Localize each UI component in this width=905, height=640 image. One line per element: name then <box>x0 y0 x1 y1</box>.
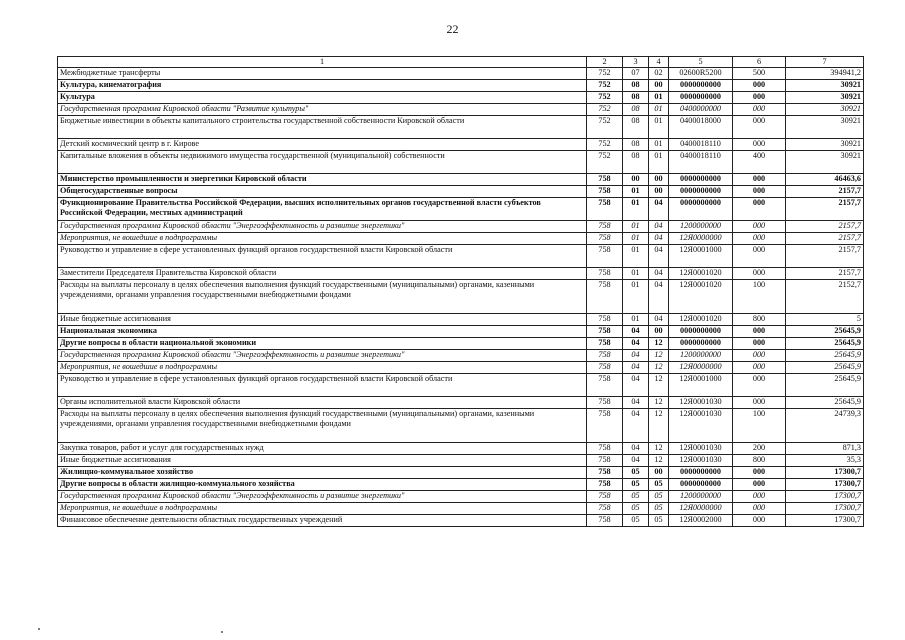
row-name-cell: Другие вопросы в области жилищно-коммунального хозяйства <box>58 479 587 491</box>
row-name-cell: Государственная программа Кировской области "Энергоэффективность и развитие энергетики" <box>58 221 587 233</box>
row-code-cell: 1200000000 <box>669 350 733 362</box>
row-code-cell: 30921 <box>786 139 864 151</box>
table-row <box>58 515 864 527</box>
row-name-cell: Государственная программа Кировской области "Развитие культуры" <box>58 104 587 116</box>
row-code-cell: 00 <box>649 174 669 186</box>
row-code-cell: 17300,7 <box>786 467 864 479</box>
row-code-cell: 04 <box>649 280 669 314</box>
row-code-cell: 2157,7 <box>786 245 864 268</box>
table-row <box>58 409 864 443</box>
row-name-cell: Мероприятия, не вошедшие в подпрограммы <box>58 362 587 374</box>
row-name-cell: Расходы на выплаты персоналу в целях обеспечения выполнения функций государственными (муниципальными) органами, казенными учреждениями, органами управления государственными внебюджетными фондами <box>58 409 587 443</box>
row-code-cell: 08 <box>623 104 649 116</box>
row-code-cell: 12Я0001020 <box>669 268 733 280</box>
table-row <box>58 455 864 467</box>
row-code-cell: 000 <box>733 268 786 280</box>
row-code-cell: 758 <box>587 479 623 491</box>
row-code-cell: 0000000000 <box>669 479 733 491</box>
row-code-cell: 000 <box>733 503 786 515</box>
row-code-cell: 01 <box>623 186 649 198</box>
row-code-cell: 25645,9 <box>786 362 864 374</box>
column-header: 2 <box>587 57 623 68</box>
row-name-cell: Капитальные вложения в объекты недвижимого имущества государственной (муниципальной) собственности <box>58 151 587 174</box>
row-code-cell: 000 <box>733 467 786 479</box>
row-code-cell: 01 <box>649 92 669 104</box>
row-name-cell: Функционирование Правительства Российской Федерации, высших исполнительных органов государственной власти субъектов Российской Федерации, местных администраций <box>58 198 587 221</box>
row-code-cell: 000 <box>733 245 786 268</box>
row-code-cell: 000 <box>733 374 786 397</box>
table-row <box>58 374 864 397</box>
row-code-cell: 01 <box>623 314 649 326</box>
table-row <box>58 186 864 198</box>
budget-table <box>57 56 864 527</box>
row-code-cell: 752 <box>587 68 623 80</box>
table-row <box>58 467 864 479</box>
row-code-cell: 04 <box>623 374 649 397</box>
row-code-cell: 01 <box>623 245 649 268</box>
row-code-cell: 08 <box>623 80 649 92</box>
row-code-cell: 0400000000 <box>669 104 733 116</box>
row-code-cell: 12Я0001030 <box>669 443 733 455</box>
row-code-cell: 46463,6 <box>786 174 864 186</box>
row-code-cell: 000 <box>733 326 786 338</box>
row-code-cell: 758 <box>587 455 623 467</box>
row-code-cell: 01 <box>649 116 669 139</box>
row-code-cell: 01 <box>623 233 649 245</box>
row-code-cell: 25645,9 <box>786 374 864 397</box>
row-code-cell: 758 <box>587 198 623 221</box>
row-name-cell: Мероприятия, не вошедшие в подпрограммы <box>58 233 587 245</box>
row-code-cell: 0000000000 <box>669 198 733 221</box>
row-code-cell: 05 <box>623 467 649 479</box>
row-code-cell: 12Я0000000 <box>669 503 733 515</box>
table-row <box>58 479 864 491</box>
row-code-cell: 758 <box>587 245 623 268</box>
table-row <box>58 397 864 409</box>
row-code-cell: 752 <box>587 139 623 151</box>
row-name-cell: Заместители Председателя Правительства Кировской области <box>58 268 587 280</box>
table-row <box>58 268 864 280</box>
row-code-cell: 000 <box>733 221 786 233</box>
row-name-cell: Иные бюджетные ассигнования <box>58 314 587 326</box>
row-name-cell: Государственная программа Кировской области "Энергоэффективность и развитие энергетики" <box>58 491 587 503</box>
row-code-cell: 25645,9 <box>786 326 864 338</box>
row-code-cell: 0000000000 <box>669 186 733 198</box>
column-header: 4 <box>649 57 669 68</box>
table-row <box>58 350 864 362</box>
row-code-cell: 000 <box>733 116 786 139</box>
row-code-cell: 0000000000 <box>669 80 733 92</box>
table-row <box>58 92 864 104</box>
row-code-cell: 01 <box>649 104 669 116</box>
row-code-cell: 758 <box>587 467 623 479</box>
row-code-cell: 000 <box>733 198 786 221</box>
row-code-cell: 758 <box>587 280 623 314</box>
column-header: 5 <box>669 57 733 68</box>
row-code-cell: 12Я0001030 <box>669 409 733 443</box>
row-code-cell: 758 <box>587 338 623 350</box>
row-code-cell: 04 <box>649 245 669 268</box>
column-header: 6 <box>733 57 786 68</box>
scan-speck <box>38 628 40 630</box>
row-code-cell: 00 <box>649 80 669 92</box>
row-code-cell: 24739,3 <box>786 409 864 443</box>
row-code-cell: 800 <box>733 455 786 467</box>
row-code-cell: 758 <box>587 350 623 362</box>
row-name-cell: Иные бюджетные ассигнования <box>58 455 587 467</box>
row-code-cell: 07 <box>623 68 649 80</box>
row-name-cell: Другие вопросы в области национальной экономики <box>58 338 587 350</box>
table-row <box>58 104 864 116</box>
row-code-cell: 752 <box>587 80 623 92</box>
row-code-cell: 758 <box>587 326 623 338</box>
table-row <box>58 362 864 374</box>
row-code-cell: 35,3 <box>786 455 864 467</box>
row-code-cell: 25645,9 <box>786 338 864 350</box>
row-code-cell: 12Я0001030 <box>669 397 733 409</box>
row-code-cell: 000 <box>733 397 786 409</box>
row-code-cell: 1200000000 <box>669 221 733 233</box>
page-number: 22 <box>446 22 459 36</box>
row-code-cell: 01 <box>649 151 669 174</box>
row-code-cell: 0000000000 <box>669 92 733 104</box>
table-row <box>58 174 864 186</box>
row-code-cell: 758 <box>587 503 623 515</box>
row-code-cell: 04 <box>649 314 669 326</box>
row-code-cell: 05 <box>623 491 649 503</box>
row-code-cell: 000 <box>733 515 786 527</box>
table-row <box>58 338 864 350</box>
row-code-cell: 04 <box>623 455 649 467</box>
table-row <box>58 198 864 221</box>
row-code-cell: 00 <box>623 174 649 186</box>
table-row <box>58 443 864 455</box>
row-name-cell: Бюджетные инвестиции в объекты капитального строительства государственной собственности Кировской области <box>58 116 587 139</box>
table-row <box>58 245 864 268</box>
row-code-cell: 04 <box>623 397 649 409</box>
row-code-cell: 05 <box>649 479 669 491</box>
row-code-cell: 1200000000 <box>669 491 733 503</box>
row-code-cell: 394941,2 <box>786 68 864 80</box>
table-row <box>58 326 864 338</box>
row-name-cell: Министерство промышленности и энергетики Кировской области <box>58 174 587 186</box>
row-code-cell: 12 <box>649 362 669 374</box>
row-code-cell: 12Я0001030 <box>669 455 733 467</box>
row-code-cell: 02600R5200 <box>669 68 733 80</box>
row-code-cell: 758 <box>587 362 623 374</box>
column-header: 7 <box>786 57 864 68</box>
row-code-cell: 000 <box>733 362 786 374</box>
row-code-cell: 758 <box>587 397 623 409</box>
row-code-cell: 200 <box>733 443 786 455</box>
table-row <box>58 314 864 326</box>
row-code-cell: 30921 <box>786 80 864 92</box>
row-code-cell: 758 <box>587 443 623 455</box>
row-code-cell: 871,3 <box>786 443 864 455</box>
row-code-cell: 000 <box>733 479 786 491</box>
row-code-cell: 758 <box>587 221 623 233</box>
row-code-cell: 2157,7 <box>786 186 864 198</box>
row-code-cell: 752 <box>587 104 623 116</box>
row-code-cell: 000 <box>733 350 786 362</box>
table-row <box>58 68 864 80</box>
row-code-cell: 400 <box>733 151 786 174</box>
row-code-cell: 12 <box>649 338 669 350</box>
row-code-cell: 30921 <box>786 116 864 139</box>
row-code-cell: 758 <box>587 409 623 443</box>
row-code-cell: 08 <box>623 139 649 151</box>
row-code-cell: 01 <box>623 221 649 233</box>
row-code-cell: 12Я0002000 <box>669 515 733 527</box>
column-header: 3 <box>623 57 649 68</box>
row-name-cell: Общегосударственные вопросы <box>58 186 587 198</box>
row-code-cell: 0000000000 <box>669 326 733 338</box>
row-code-cell: 2157,7 <box>786 198 864 221</box>
row-code-cell: 752 <box>587 116 623 139</box>
table-row <box>58 503 864 515</box>
row-code-cell: 800 <box>733 314 786 326</box>
row-code-cell: 12Я0001020 <box>669 314 733 326</box>
row-code-cell: 04 <box>623 409 649 443</box>
row-name-cell: Финансовое обеспечение деятельности областных государственных учреждений <box>58 515 587 527</box>
row-code-cell: 0000000000 <box>669 174 733 186</box>
row-code-cell: 000 <box>733 233 786 245</box>
row-code-cell: 12 <box>649 374 669 397</box>
row-code-cell: 000 <box>733 186 786 198</box>
row-code-cell: 12Я0000000 <box>669 233 733 245</box>
table-row <box>58 151 864 174</box>
row-code-cell: 30921 <box>786 104 864 116</box>
row-code-cell: 000 <box>733 491 786 503</box>
table-header-row <box>58 57 864 68</box>
row-code-cell: 04 <box>649 198 669 221</box>
row-code-cell: 12 <box>649 350 669 362</box>
row-code-cell: 758 <box>587 491 623 503</box>
row-code-cell: 000 <box>733 174 786 186</box>
row-code-cell: 0000000000 <box>669 467 733 479</box>
row-code-cell: 25645,9 <box>786 397 864 409</box>
row-code-cell: 0400018110 <box>669 151 733 174</box>
row-code-cell: 08 <box>623 116 649 139</box>
row-name-cell: Культура, кинематография <box>58 80 587 92</box>
row-code-cell: 0400018000 <box>669 116 733 139</box>
row-name-cell: Руководство и управление в сфере установленных функций органов государственной власти Кировской области <box>58 245 587 268</box>
row-name-cell: Национальная экономика <box>58 326 587 338</box>
row-code-cell: 100 <box>733 280 786 314</box>
row-code-cell: 0400018110 <box>669 139 733 151</box>
row-code-cell: 17300,7 <box>786 503 864 515</box>
row-code-cell: 08 <box>623 151 649 174</box>
row-code-cell: 000 <box>733 92 786 104</box>
row-name-cell: Расходы на выплаты персоналу в целях обеспечения выполнения функций государственными (муниципальными) органами, казенными учреждениями, органами управления государственными внебюджетными фондами <box>58 280 587 314</box>
row-code-cell: 12 <box>649 397 669 409</box>
row-code-cell: 758 <box>587 374 623 397</box>
row-code-cell: 08 <box>623 92 649 104</box>
row-code-cell: 00 <box>649 186 669 198</box>
row-code-cell: 2157,7 <box>786 221 864 233</box>
row-name-cell: Закупка товаров, работ и услуг для государственных нужд <box>58 443 587 455</box>
table-row <box>58 221 864 233</box>
row-code-cell: 12Я0001020 <box>669 280 733 314</box>
row-code-cell: 05 <box>623 503 649 515</box>
row-code-cell: 17300,7 <box>786 491 864 503</box>
scan-speck <box>221 631 223 633</box>
row-code-cell: 05 <box>649 515 669 527</box>
row-code-cell: 758 <box>587 233 623 245</box>
row-code-cell: 752 <box>587 151 623 174</box>
row-code-cell: 12 <box>649 455 669 467</box>
row-code-cell: 30921 <box>786 92 864 104</box>
row-code-cell: 04 <box>623 326 649 338</box>
row-code-cell: 758 <box>587 515 623 527</box>
row-code-cell: 04 <box>623 362 649 374</box>
row-name-cell: Руководство и управление в сфере установленных функций органов государственной власти Кировской области <box>58 374 587 397</box>
row-code-cell: 5 <box>786 314 864 326</box>
row-code-cell: 000 <box>733 338 786 350</box>
row-code-cell: 0000000000 <box>669 338 733 350</box>
row-code-cell: 01 <box>649 139 669 151</box>
row-name-cell: Детский космический центр в г. Кирове <box>58 139 587 151</box>
row-code-cell: 00 <box>649 467 669 479</box>
row-name-cell: Мероприятия, не вошедшие в подпрограммы <box>58 503 587 515</box>
row-code-cell: 04 <box>649 221 669 233</box>
row-name-cell: Межбюджетные трансферты <box>58 68 587 80</box>
row-code-cell: 12Я0001000 <box>669 374 733 397</box>
row-code-cell: 752 <box>587 92 623 104</box>
row-code-cell: 01 <box>623 280 649 314</box>
row-code-cell: 500 <box>733 68 786 80</box>
table-row <box>58 280 864 314</box>
row-code-cell: 2152,7 <box>786 280 864 314</box>
row-code-cell: 05 <box>623 479 649 491</box>
row-code-cell: 000 <box>733 80 786 92</box>
row-code-cell: 12Я0001000 <box>669 245 733 268</box>
row-code-cell: 04 <box>649 233 669 245</box>
row-code-cell: 758 <box>587 174 623 186</box>
row-code-cell: 12 <box>649 409 669 443</box>
row-code-cell: 000 <box>733 139 786 151</box>
row-code-cell: 00 <box>649 326 669 338</box>
row-code-cell: 100 <box>733 409 786 443</box>
row-name-cell: Органы исполнительной власти Кировской области <box>58 397 587 409</box>
row-code-cell: 758 <box>587 268 623 280</box>
column-header: 1 <box>58 57 587 68</box>
row-code-cell: 04 <box>623 338 649 350</box>
row-code-cell: 2157,7 <box>786 268 864 280</box>
row-code-cell: 04 <box>623 350 649 362</box>
row-code-cell: 25645,9 <box>786 350 864 362</box>
row-code-cell: 05 <box>649 491 669 503</box>
row-code-cell: 000 <box>733 104 786 116</box>
table-row <box>58 233 864 245</box>
row-name-cell: Государственная программа Кировской области "Энергоэффективность и развитие энергетики" <box>58 350 587 362</box>
row-code-cell: 17300,7 <box>786 479 864 491</box>
table-row <box>58 139 864 151</box>
row-code-cell: 02 <box>649 68 669 80</box>
row-code-cell: 04 <box>649 268 669 280</box>
row-code-cell: 2157,7 <box>786 233 864 245</box>
row-name-cell: Жилищно-коммунальное хозяйство <box>58 467 587 479</box>
row-code-cell: 17300,7 <box>786 515 864 527</box>
row-code-cell: 04 <box>623 443 649 455</box>
row-code-cell: 30921 <box>786 151 864 174</box>
table-row <box>58 491 864 503</box>
row-code-cell: 01 <box>623 268 649 280</box>
row-name-cell: Культура <box>58 92 587 104</box>
row-code-cell: 758 <box>587 186 623 198</box>
row-code-cell: 05 <box>623 515 649 527</box>
table-row <box>58 116 864 139</box>
row-code-cell: 12 <box>649 443 669 455</box>
table-row <box>58 80 864 92</box>
row-code-cell: 05 <box>649 503 669 515</box>
row-code-cell: 01 <box>623 198 649 221</box>
row-code-cell: 758 <box>587 314 623 326</box>
row-code-cell: 12Я0000000 <box>669 362 733 374</box>
